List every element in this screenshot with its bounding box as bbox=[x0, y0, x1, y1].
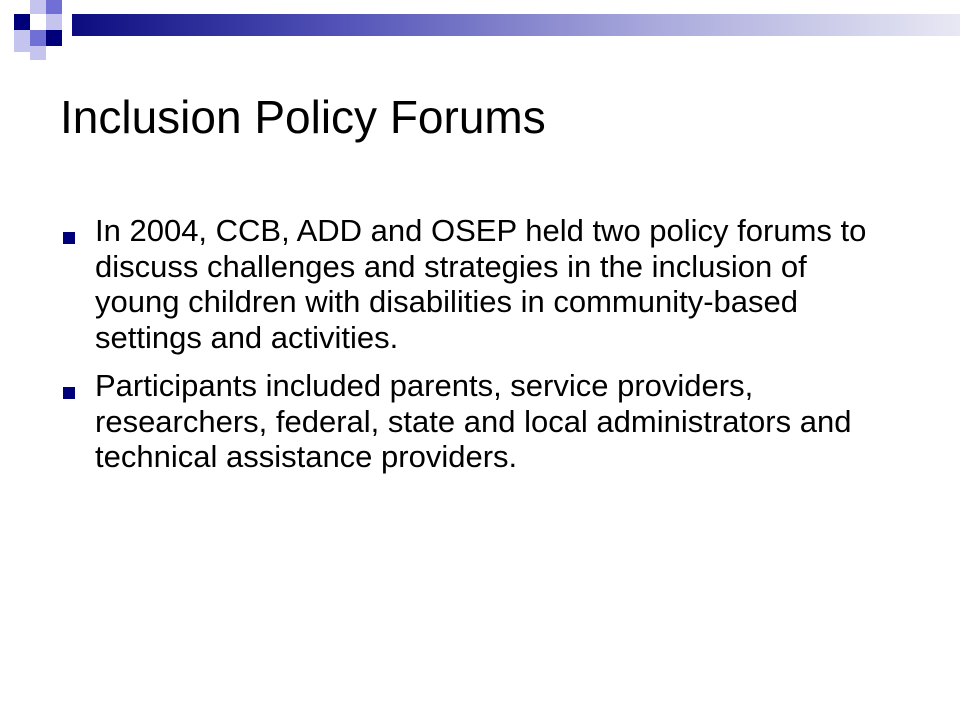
slide-title: Inclusion Policy Forums bbox=[60, 91, 546, 143]
bullet-item bbox=[60, 213, 880, 355]
header-square-lavender bbox=[30, 46, 46, 60]
square-bullet-icon bbox=[63, 232, 75, 244]
header-square-lavender bbox=[14, 30, 30, 52]
header-square-navy bbox=[46, 30, 62, 46]
bullet-text: Participants included parents, service providers, researchers, federal, state and local administrators and technical assistance providers. bbox=[95, 368, 852, 474]
bullet-list bbox=[60, 213, 880, 488]
header-gradient-bar bbox=[72, 14, 960, 36]
square-bullet-icon bbox=[63, 387, 75, 399]
bullet-text: In 2004, CCB, ADD and OSEP held two policy forums to discuss challenges and strategies in the inclusion of young children with disabilities in community-based settings and activities. bbox=[95, 213, 867, 355]
header-square-blue bbox=[46, 0, 62, 14]
header-square-lavender bbox=[46, 14, 62, 30]
bullet-item bbox=[60, 368, 880, 475]
header-square-navy bbox=[14, 14, 30, 30]
header-square-blue bbox=[30, 30, 46, 46]
header-square-lavender bbox=[30, 0, 46, 14]
